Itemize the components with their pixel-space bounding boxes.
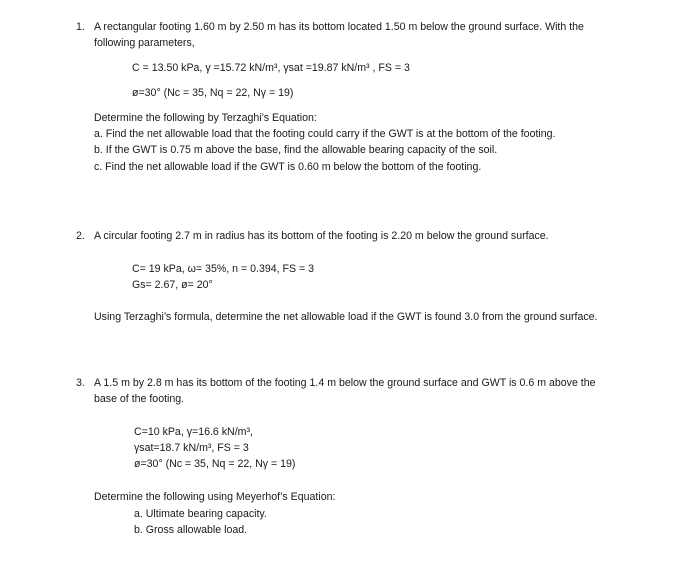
- parameter-line: C=10 kPa, γ=16.6 kN/m³,: [134, 426, 253, 438]
- sub-question: a. Ultimate bearing capacity.: [134, 508, 267, 520]
- problem-number: 1.: [76, 21, 85, 33]
- problem-statement-line: A circular footing 2.7 m in radius has its bottom of the footing is 2.20 m below the ground surface.: [94, 230, 549, 242]
- sub-question: c. Find the net allowable load if the GWT is 0.60 m below the bottom of the footing.: [94, 161, 482, 173]
- problem-statement-line: base of the footing.: [94, 393, 185, 405]
- task-line: Determine the following by Terzaghi’s Equation:: [94, 112, 317, 124]
- problem-statement-line: A rectangular footing 1.60 m by 2.50 m has its bottom located 1.50 m below the ground surface. With the: [94, 21, 584, 33]
- parameter-line: C = 13.50 kPa, γ =15.72 kN/m³, γsat =19.87 kN/m³ , FS = 3: [132, 62, 410, 74]
- problem-statement-line: A 1.5 m by 2.8 m has its bottom of the footing 1.4 m below the ground surface and GWT is 0.6 m above the: [94, 377, 596, 389]
- problem-number: 2.: [76, 230, 85, 242]
- parameter-line: ø=30° (Nc = 35, Nq = 22, Nγ = 19): [132, 87, 294, 99]
- problem-statement-line: following parameters,: [94, 37, 195, 49]
- problem-number: 3.: [76, 377, 85, 389]
- sub-question: a. Find the net allowable load that the footing could carry if the GWT is at the bottom of the footing.: [94, 128, 556, 140]
- task-line: Determine the following using Meyerhof’s Equation:: [94, 491, 336, 503]
- parameter-line: ø=30° (Nc = 35, Nq = 22, Nγ = 19): [134, 458, 296, 470]
- parameter-line: Gs= 2.67, ø= 20°: [132, 279, 213, 291]
- sub-question: b. If the GWT is 0.75 m above the base, find the allowable bearing capacity of the soil.: [94, 144, 498, 156]
- sub-question: b. Gross allowable load.: [134, 524, 248, 536]
- parameter-line: γsat=18.7 kN/m³, FS = 3: [134, 442, 249, 454]
- task-line: Using Terzaghi’s formula, determine the net allowable load if the GWT is found 3.0 from the ground surface.: [94, 311, 598, 323]
- parameter-line: C= 19 kPa, ω= 35%, n = 0.394, FS = 3: [132, 263, 315, 275]
